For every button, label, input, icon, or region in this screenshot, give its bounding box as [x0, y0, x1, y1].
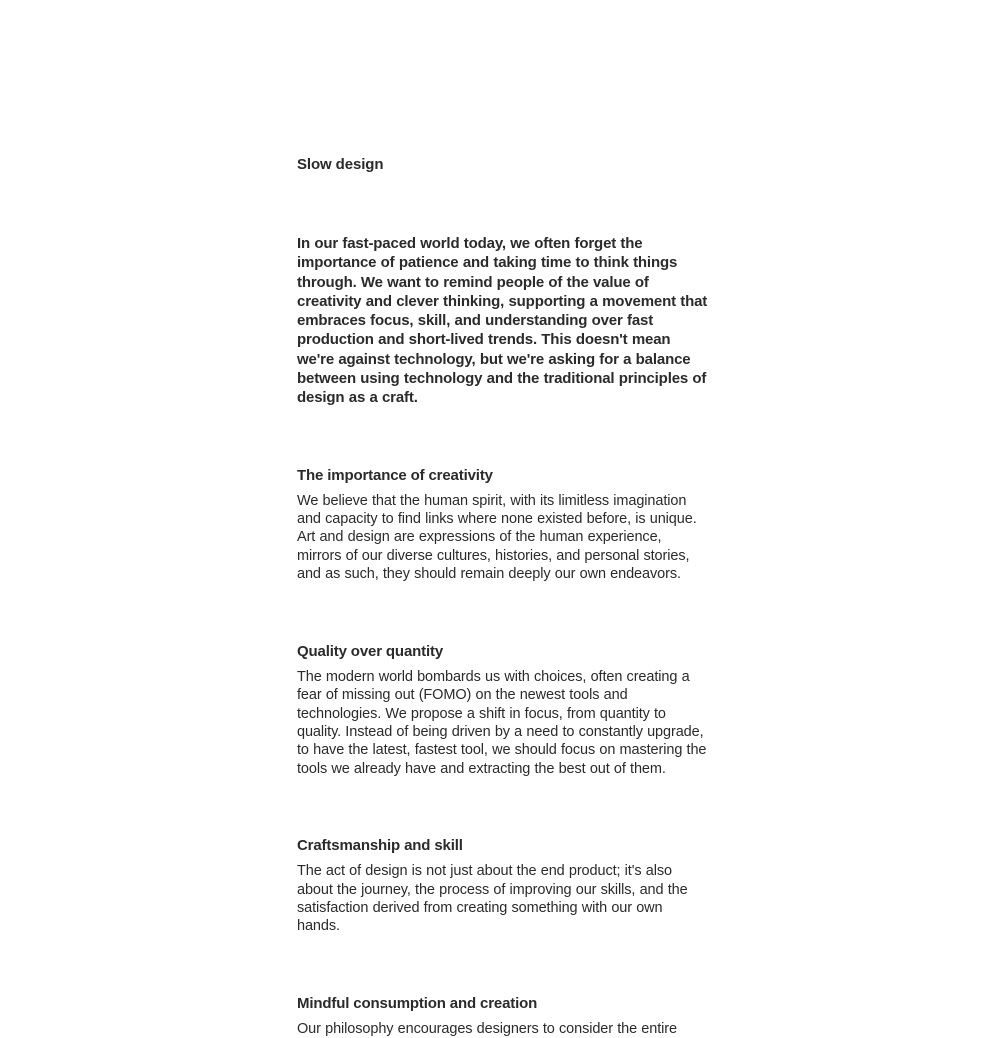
article: [297, 154, 709, 1038]
section-heading: Craftsmanship and skill: [297, 837, 463, 855]
section-importance-of-creativity: [297, 466, 709, 584]
section-body: We believe that the human spirit, with its limitless imagination and capacity to find links where none existed before, is unique. Art and design are expressions of the human experience, mirrors of our diverse cultures, histories, and personal stories, and as such, they should remain deeply our own endeavors.: [297, 492, 697, 583]
section-mindful-consumption-and-creation: [297, 994, 709, 1038]
section-heading: Quality over quantity: [297, 642, 444, 660]
intro-paragraph: In our fast-paced world today, we often forget the importance of patience and taking time to think things through. We want to remind people of the value of creativity and clever thinking, supporting a movement that embraces focus, skill, and understanding over fast production and short-lived trends. This doesn't mean we're against technology, but we're asking for a balance between using technology and the traditional principles of design as a craft.: [297, 235, 708, 407]
section-body: The modern world bombards us with choices, often creating a fear of missing out (FOMO) on the newest tools and technologies. We propose a shift in focus, from quantity to quality. Instead of being driven by a need to constantly upgrade, to have the latest, fastest tool, we should focus on mastering the tools we already have and extracting the best out of them.: [297, 668, 707, 777]
section-heading: The importance of creativity: [297, 466, 493, 484]
section-craftsmanship-and-skill: [297, 836, 709, 936]
section-heading: Mindful consumption and creation: [297, 994, 538, 1012]
section-body: Our philosophy encourages designers to consider the entire: [297, 1020, 677, 1037]
page-title: Slow design: [297, 156, 384, 173]
section-body: The act of design is not just about the end product; it's also about the journey, the process of improving our skills, and the satisfaction derived from creating something with our own hands.: [297, 863, 688, 935]
section-quality-over-quantity: [297, 642, 709, 778]
